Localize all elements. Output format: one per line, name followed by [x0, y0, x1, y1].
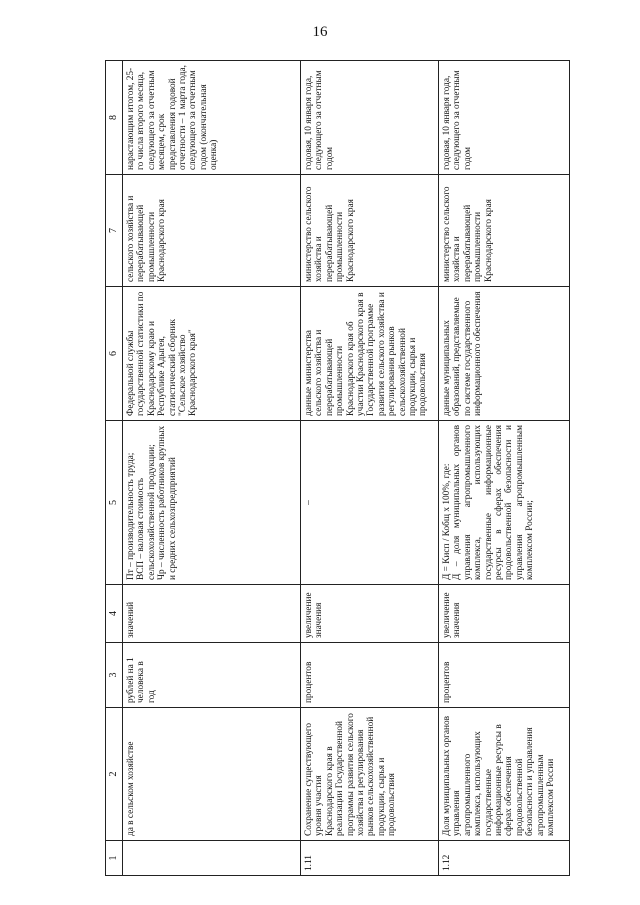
header-cell: 8	[106, 61, 123, 175]
source-cell: данные муниципальных образований, представляемые по системе государственного информационного обеспечения	[439, 287, 570, 421]
formula-cell: Д = Кисп / Кобщ x 100%, где: Д – доля муниципальных органов управления агропромышленного комплекса, использующих государственные информационные ресурсы в сферах обеспечения продовольственной безопасности и управления агропромышленным комплексом России;	[439, 421, 570, 585]
indicator-name: да в сельском хозяйстве	[123, 708, 301, 841]
row-number: 1.11	[301, 841, 439, 876]
trend-cell: увеличение значения	[439, 585, 570, 643]
rotated-table-area	[105, 61, 570, 876]
unit-cell: процентов	[439, 643, 570, 708]
page-number: 16	[312, 24, 328, 40]
table-row	[301, 61, 439, 876]
header-cell: 3	[106, 643, 123, 708]
header-cell: 7	[106, 175, 123, 287]
header-cell: 5	[106, 421, 123, 585]
unit-cell: процентов	[301, 643, 439, 708]
trend-cell: значений	[123, 585, 301, 643]
period-cell: годовая, 10 января года, следующего за отчетным годом	[439, 61, 570, 175]
header-row	[106, 61, 123, 876]
responsible-cell: сельского хозяйства и перерабатывающей промышленности Краснодарского края	[123, 175, 301, 287]
header-cell: 4	[106, 585, 123, 643]
table-row	[123, 61, 301, 876]
period-cell: годовая, 10 января года, следующего за отчетным годом	[301, 61, 439, 175]
trend-cell: увеличение значения	[301, 585, 439, 643]
header-cell: 2	[106, 708, 123, 841]
header-cell: 6	[106, 287, 123, 421]
table-row	[439, 61, 570, 876]
responsible-cell: министерство сельского хозяйства и перерабатывающей промышленности Краснодарского края	[439, 175, 570, 287]
row-number	[123, 841, 301, 876]
formula-cell: Пт – производительность труда; ВСП – валовая стоимость сельскохозяйственной продукции; Чр – численность работников крупных и средних сельхозпредприятий	[123, 421, 301, 585]
indicator-table	[105, 60, 570, 876]
source-cell: данные министерства сельского хозяйства и перерабатывающей промышленности Краснодарского края об участии Краснодарского края в Государственной программе развития сельского хозяйства и регулирования рынков сельскохозяйственной продукции, сырья и продовольствия	[301, 287, 439, 421]
indicator-name: Доля муниципальных органов управления агропромышленного комплекса, использующих государственные информационные ресурсы в сферах обеспечения продовольственной безопасности и управления агропромышленным комплексом России	[439, 708, 570, 841]
rotated-table	[105, 61, 570, 876]
source-cell: Федеральной службы государственной статистики по Краснодарскому краю и Республике Адыгея, статистический сборник "Сельское хозяйство Краснодарского края"	[123, 287, 301, 421]
period-cell: нарастающим итогом, 25-го числа второго месяца, следующего за отчетным месяцем, срок представления годовой отчетности – 1 марта года, следующего за отчетным годом (окончательная оценка)	[123, 61, 301, 175]
indicator-name: Сохранение существующего уровня участия Краснодарского края в реализации Государственной программы развития сельского хозяйства и регулирования рынков сельскохозяйственной продукции, сырья и продовольствия	[301, 708, 439, 841]
header-cell: 1	[106, 841, 123, 876]
formula-cell: –	[301, 421, 439, 585]
unit-cell: рублей на 1 человека в год	[123, 643, 301, 708]
row-number: 1.12	[439, 841, 570, 876]
responsible-cell: министерство сельского хозяйства и перерабатывающей промышленности Краснодарского края	[301, 175, 439, 287]
